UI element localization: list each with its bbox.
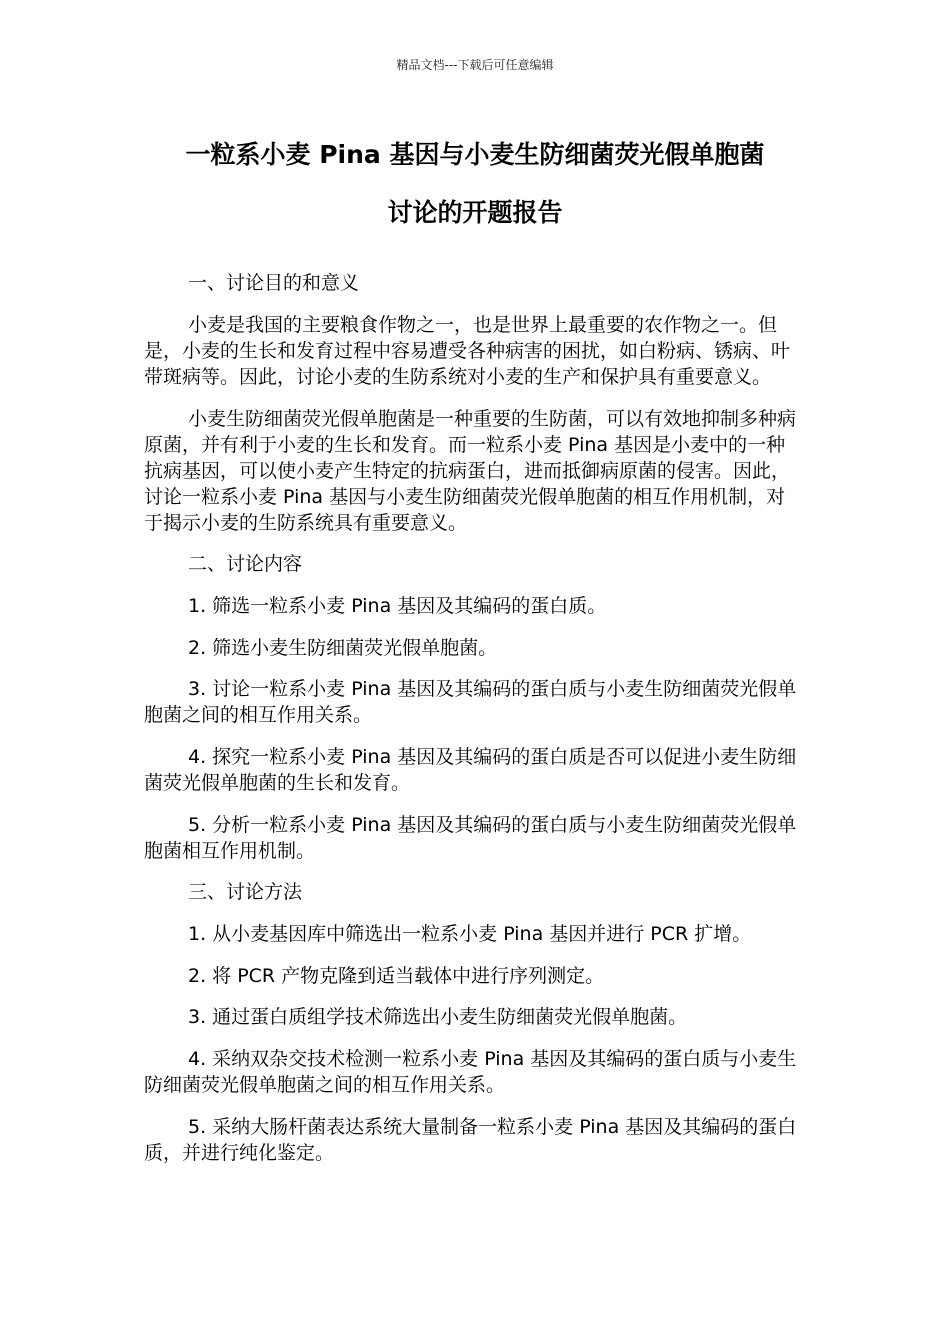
section-heading-purpose: 一、讨论目的和意义 xyxy=(188,272,360,294)
document-body xyxy=(144,270,804,1181)
section-heading-content: 二、讨论内容 xyxy=(188,553,303,576)
content-list-item: 5. 分析一粒系小麦 Pina 基因及其编码的蛋白质与小麦生防细菌荧光假单胞菌相互作用机制。 xyxy=(144,813,797,862)
methods-list-item: 1. 从小麦基因库中筛选出一粒系小麦 Pina 基因并进行 PCR 扩增。 xyxy=(188,923,752,946)
content-list-item: 4. 探究一粒系小麦 Pina 基因及其编码的蛋白质是否可以促进小麦生防细菌荧光假单胞菌的生长和发育。 xyxy=(144,745,797,794)
header-note: 精品文档---下载后可任意编辑 xyxy=(396,58,554,72)
methods-list-item: 4. 采纳双杂交技术检测一粒系小麦 Pina 基因及其编码的蛋白质与小麦生防细菌荧光假单胞菌之间的相互作用关系。 xyxy=(144,1047,797,1096)
methods-list-item: 2. 将 PCR 产物克隆到适当载体中进行序列测定。 xyxy=(188,964,605,987)
content-list-item: 1. 筛选一粒系小麦 Pina 基因及其编码的蛋白质。 xyxy=(188,595,607,618)
content-list-item: 3. 讨论一粒系小麦 Pina 基因及其编码的蛋白质与小麦生防细菌荧光假单胞菌之间的相互作用关系。 xyxy=(144,678,797,727)
document-title-line-2: 讨论的开题报告 xyxy=(387,198,563,227)
purpose-paragraph: 小麦生防细菌荧光假单胞菌是一种重要的生防菌，可以有效地抑制多种病原菌，并有利于小麦的生长和发育。而一粒系小麦 Pina 基因是小麦中的一种抗病基因，可以使小麦产生特定的抗病蛋白，进而抵御病原菌的侵害。因此，讨论一粒系小麦 Pina 基因与小麦生防细菌荧光假单胞菌的相互作用机制，对于揭示小麦的生防系统具有重要意义。 xyxy=(144,407,797,534)
section-heading-methods: 三、讨论方法 xyxy=(188,881,303,904)
content-list-item: 2. 筛选小麦生防细菌荧光假单胞菌。 xyxy=(188,636,498,659)
purpose-paragraph: 小麦是我国的主要粮食作物之一，也是世界上最重要的农作物之一。但是，小麦的生长和发育过程中容易遭受各种病害的困扰，如白粉病、锈病、叶带斑病等。因此，讨论小麦的生防系统对小麦的生产和保护具有重要意义。 xyxy=(144,314,791,388)
document-title-line-1: 一粒系小麦 Pina 基因与小麦生防细菌荧光假单胞菌 xyxy=(185,140,765,169)
methods-list-item: 3. 通过蛋白质组学技术筛选出小麦生防细菌荧光假单胞菌。 xyxy=(188,1006,688,1029)
methods-list-item: 5. 采纳大肠杆菌表达系统大量制备一粒系小麦 Pina 基因及其编码的蛋白质，并进行纯化鉴定。 xyxy=(144,1115,797,1164)
